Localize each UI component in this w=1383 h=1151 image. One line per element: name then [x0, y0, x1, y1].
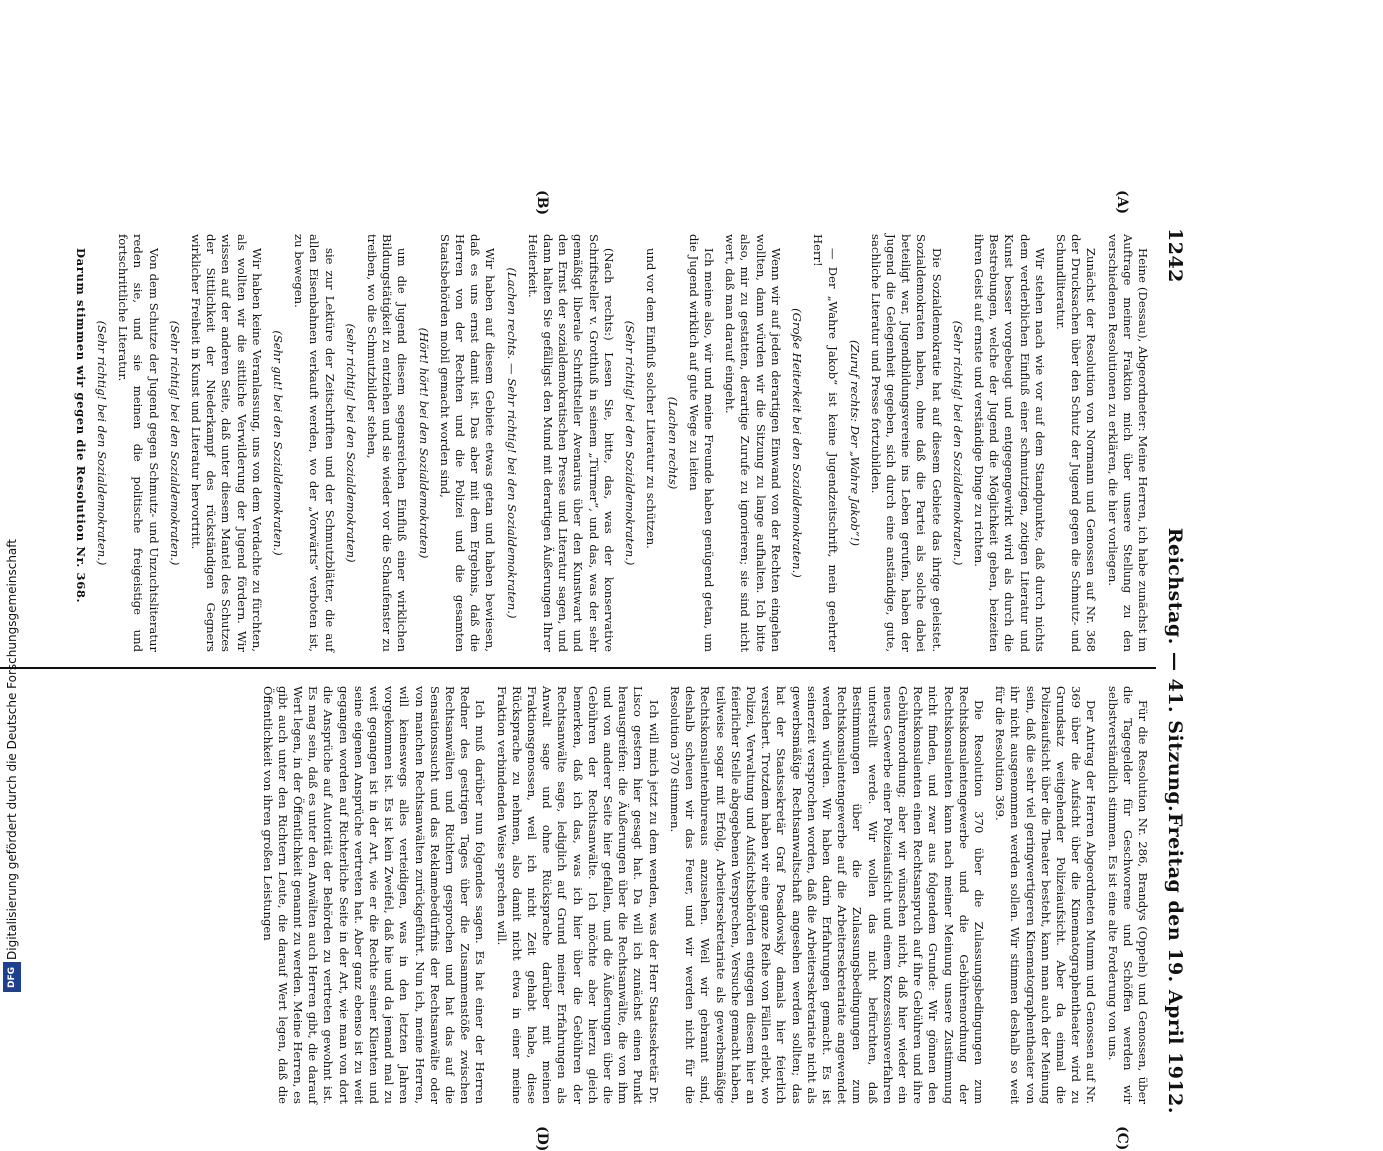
funding-note: Digitalisierung gefördert durch die Deutsche Forschungsgemeinschaft	[5, 538, 19, 960]
margin-mark-d: (D)	[534, 1126, 550, 1151]
interjection: (sehr richtig! bei den Sozialdemokraten)	[343, 323, 358, 563]
paragraph: Wir stehen nach wie vor auf dem Standpunkte, daß durch nichts dem verderblichen Einfluß einer schmutzigen, zotigen Literatur und Kunst besser vorgebeugt und entgegengewirkt wird als durch die Bestrebungen, welche der Jugend die Möglichkeit geben, beizeiten ihren Geist auf ernste und verständige Dinge zu richten.	[971, 234, 1047, 652]
document-page	[5, 0, 1375, 1151]
interjection: (Lachen rechts. — Sehr richtig! bei den Sozialdemokraten.)	[504, 267, 519, 619]
paragraph: (Nach rechts:) Lesen Sie, bitte, das, was der konservative Schriftsteller v. Grotthuß in seinem „Türmer“, und das, was der sehr gemäßigt liberale Schriftsteller Avenarius über den Kunstwart und den Ernst der sozialdemokratischen Presse und Literatur sagen, und dann halten Sie gefälligst den Mund mit derartigen Äußerungen Ihrer Heiterkeit.	[525, 234, 616, 652]
paragraph: Wenn wir auf jeden derartigen Einwand von der Rechten eingehen wollten, dann würden wir die Sitzung zu lange aufhalten. Ich bitte also, mir zu gestatten, derartige Zurufe zu ignorieren; sie sind nicht wert, daß man darauf eingeht.	[723, 234, 783, 652]
paragraph: Der Antrag der Herren Abgeordneten Mumm und Genossen auf Nr. 369 über die Aufsicht über die Kinematographentheater wird zu Grundsatz weitgehender Polizeiaufsicht. Aber da einmal die Polizeiaufsicht über die Theater besteht, kann man auch der Meinung sein, daß die sehr viel geringwertigeren Kinematographentheater von ihr nicht ausgenommen werden sollen. Wir stimmen deshalb so weit für die Resolution 369.	[993, 686, 1099, 1104]
interjection: (Zuruf rechts: Der „Wahre Jakob“!)	[847, 339, 862, 547]
margin-mark-c: (C)	[1114, 1126, 1130, 1151]
interjection: (Sehr richtig! bei den Sozialdemokraten.)	[623, 320, 638, 566]
interjection: (Lachen rechts)	[665, 396, 680, 490]
right-column	[253, 686, 1150, 1104]
paragraph: Wir haben auf diesem Gebiete etwas getan und haben bewiesen, daß es uns ernst damit ist. Das aber mit dem Ergebnis, daß die Herren von der Rechten und die Polizei und die gesamten Staatsbehörden mobil gemacht worden sind,	[437, 234, 498, 652]
paragraph: um die Jugend diesem segensreichen Einfluß einer wirklichen Bildungstätigkeit zu entziehen und sie wieder vor die Schaufenster zu treiben, wo die Schmutzbilder stehen,	[365, 234, 410, 652]
interjection: (Hört! hört! bei den Sozialdemokraten)	[416, 327, 431, 559]
paragraph: Für die Resolution Nr. 286, Brandys (Oppeln) und Genossen, über die Tagegelder für Geschworene und Schöffen werden wir selbstverständlich stimmen. Es ist eine alte Forderung von uns.	[1105, 686, 1150, 1104]
paragraph: Zunächst der Resolution von Normann und Genossen auf Nr. 368 der Drucksachen über den Schutz der Jugend gegen die Schmutz- und Schundliteratur.	[1053, 234, 1099, 652]
paragraph: Ich meine also, wir und meine Freunde haben genügend getan, um die Jugend wirklich auf gute Wege zu leiten	[686, 234, 716, 652]
rotated-scan	[0, 190, 1190, 1151]
sidebar-strip	[0, 0, 32, 1000]
interjection: (Sehr richtig! bei den Sozialdemokraten.)	[167, 320, 182, 566]
paragraph: Von dem Schutze der Jugend gegen Schmutz- und Unzuchtsliteratur reden sie, und sie meinen die politische freigeistige und fortschrittliche Literatur.	[116, 234, 161, 652]
page-header	[1156, 220, 1190, 1120]
paragraph: Die Sozialdemokratie hat auf diesem Gebiete das ihrige geleistet. Sozialdemokraten haben, ohne daß die Partei als solche dabei beteiligt war, Jugendbildungsvereine ins Leben gerufen, haben der Jugend die Gelegenheit gegeben, sich durch eine anständige, gute, sachliche Literatur und Presse fortzubilden.	[868, 234, 944, 652]
paragraph: Wir haben keine Veranlassung, uns von dem Verdachte zu fürchten, als wollten wir die sittliche Verwilderung der Jugend fördern. Wir wissen auf der anderen Seite, daß unter diesem Mantel des Schutzes der Sittlichkeit der Niederkampf des rückständigen Gegners wirklicher Freiheit in Kunst und Literatur hervortritt.	[189, 234, 264, 652]
paragraph: Ich muß darüber nun folgendes sagen. Es hat einer der Herren Redner des gestrigen Tages über die Zusammenstöße zwischen Rechtsanwälten und Richtern gesprochen und hat das auf die Sensationssucht und das Reklamebedürfnis der Rechtsanwälte oder von manchen Rechtsanwälten zurückgeführt. Nun ich, meine Herren, will keineswegs alles verteidigen, was in den letzten Jahren vorgekommen ist. Es ist kein Zweifel, daß hie und da jemand mal zu weit gegangen ist in der Art, wie er die Rechte seiner Klienten und seine eigenen Ansprüche vertreten hat. Aber ganz ebenso ist zu weit gegangen worden auf Richterliche Seite in der Art, wie man von dort die Ansprüche auf Autorität der Behörden zu vertreten gewohnt ist. Es mag sein, daß es unter den Anwälten auch Herren gibt, die darauf Wert legen, in der Öffentlichkeit genannt zu werden. Meine Herren, es gibt auch unter den Richtern Leute, die darauf Wert legen, daß die Öffentlichkeit von ihren großen Leistungen	[260, 686, 488, 1104]
column-divider	[0, 667, 1156, 669]
paragraph: Ich will mich jetzt zu dem wenden, was der Herr Staatssekretär Dr. Lisco gestern hier gesagt hat. Da will ich zunächst einen Punkt herausgreifen: die Äußerungen über die Rechtsanwälte, die von ihm und von anderer Seite hier gefallen, und die Äußerungen über die Gebühren der Rechtsanwälte. Ich möchte aber hierzu gleich bemerken, daß ich das, was ich hier über die Gebühren der Rechtsanwälte sage, lediglich auf Grund meiner Erfahrungen als Anwalt sage und ohne Rücksprache darüber mit meinen Fraktionsgenossen, weil ich nicht Zeit gehabt habe, diese Rücksprache zu nehmen, also damit nicht etwa in einer meine Fraktion verbindenden Weise sprechen will.	[494, 686, 661, 1104]
paragraph: Heine (Dessau), Abgeordneter: Meine Herren, ich habe zunächst im Auftrage meiner Fraktion mich über unsere Stellung zu den verschiedenen Resolutionen zu erklären, die hier vorliegen.	[1105, 234, 1150, 652]
left-column	[67, 234, 1150, 652]
running-title: Reichstag. — 41. Sitzung.	[1164, 527, 1186, 813]
interjection: (Sehr richtig! bei den Sozialdemokraten.)	[95, 320, 110, 566]
margin-mark-b: (B)	[534, 190, 550, 216]
session-date: Freitag den 19. April 1912.	[1164, 812, 1186, 1114]
paragraph: und vor dem Einfluß solcher Literatur zu schützen.	[644, 248, 659, 549]
interjection: (Sehr richtig! bei den Sozialdemokraten.)	[950, 320, 965, 566]
paragraph: Darum stimmen wir gegen die Resolution Nr. 368.	[73, 248, 88, 604]
page-number: 1242	[1164, 228, 1186, 283]
margin-mark-a: (A)	[1114, 190, 1130, 215]
paragraph: Die Resolution 370 über die Zulassungsbedingungen zum Rechtskonsulentengewerbe und die Gebührenordnung der Rechtskonsulenten kann nach meiner Meinung unsere Zustimmung nicht finden, und zwar aus folgendem Grunde: Wir gönnen den Rechtskonsulenten einen Rechtsanspruch auf ihre Gebühren und ihre Gebührenordnung; aber wir wünschen nicht, daß hier wieder ein neues Gewerbe einer Polizeiaufsicht und einem Konzessionsverfahren unterstellt werde. Wir wollen das nicht befürchten, daß Bestimmungen über die Zulassungsbedingungen zum Rechtskonsulentengewerbe auf die Arbeitersekretariate angewendet werden würden. Wir haben darin Erfahrungen gemacht. Es ist seinerzeit versprochen worden, daß die Arbeitersekretariate nicht als gewerbsmäßige Rechtsanwaltschaft angesehen werden sollten; das hat der Staatssekretär Graf Posadowsky damals hier feierlich versichert. Trotzdem haben wir eine ganze Reihe von Fällen erlebt, wo Polizei, Verwaltung und Aufsichtsbehörden entgegen diesem hier an feierlicher Stelle abgegebenen Versprechen, Versuche gemacht haben, teilweise sogar mit Erfolg, Arbeitersekretariate als gewerbsmäßige Rechtskonsulentenbureaus anzusehen. Weil wir gebrannt sind, deshalb scheuen wir das Feuer, und wir werden nicht für die Resolution 370 stimmen.	[667, 686, 986, 1104]
interjection: (Sehr gut! bei den Sozialdemokraten.)	[271, 330, 286, 556]
interjection: (Große Heiterkeit bei den Sozialdemokraten.)	[789, 308, 804, 578]
paragraph: — Der „Wahre Jakob“ ist keine Jugendzeitschrift, mein geehrter Herr!	[811, 234, 841, 652]
dfg-logo-icon: DFG	[3, 962, 21, 992]
paragraph: sie zur Lektüre der Zeitschriften und der Schmutzblätter, die auf allen Eisenbahnen verkauft werden, wo der „Vorwärts“ verboten ist, zu bewegen.	[292, 234, 337, 652]
